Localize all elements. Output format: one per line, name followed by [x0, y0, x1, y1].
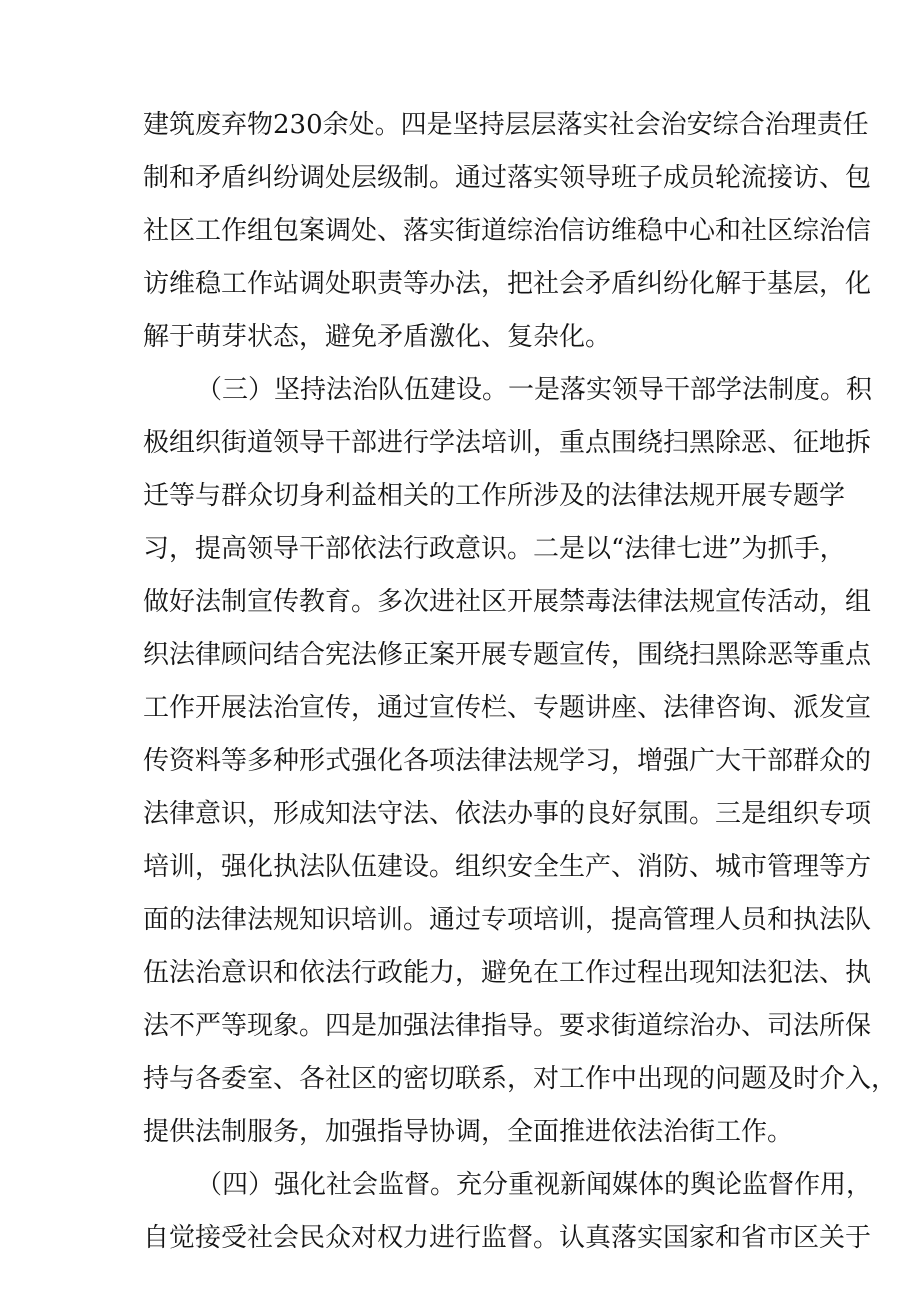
text-line: 极组织街道领导干部进行学法培训，重点围绕扫黑除恶、征地拆: [143, 428, 872, 458]
text-line: 织法律顾问结合宪法修正案开展专题宣传，围绕扫黑除恶等重点: [143, 640, 872, 670]
text-line: 自觉接受社会民众对权力进行监督。认真落实国家和省市区关于: [143, 1223, 872, 1253]
text-line: 面的法律法规知识培训。通过专项培训，提高管理人员和执法队: [143, 905, 872, 935]
text-line: 工作开展法治宣传，通过宣传栏、专题讲座、法律咨询、派发宣: [143, 693, 872, 723]
text-line: 建筑废弃物230余处。四是坚持层层落实社会治安综合治理责任: [143, 110, 869, 140]
text-line: 传资料等多种形式强化各项法律法规学习，增强广大干部群众的: [143, 746, 872, 776]
text-line: 解于萌芽状态，避免矛盾激化、复杂化。: [143, 322, 612, 352]
text-line: 法律意识，形成知法守法、依法办事的良好氛围。三是组织专项: [143, 799, 872, 829]
section-heading-line: （三）坚持法治队伍建设。一是落实领导干部学法制度。积: [196, 375, 873, 405]
text-line: 访维稳工作站调处职责等办法，把社会矛盾纠纷化解于基层，化: [143, 269, 872, 299]
text-line: 制和矛盾纠纷调处层级制。通过落实领导班子成员轮流接访、包: [143, 163, 872, 193]
text-line: 培训，强化执法队伍建设。组织安全生产、消防、城市管理等方: [143, 852, 872, 882]
text-line: 迁等与群众切身利益相关的工作所涉及的法律法规开展专题学: [143, 481, 846, 511]
text-line: 习，提高领导干部依法行政意识。二是以“法律七进”为抓手，: [143, 534, 846, 564]
text-line: 社区工作组包案调处、落实街道综治信访维稳中心和社区综治信: [143, 216, 872, 246]
text-line: 做好法制宣传教育。多次进社区开展禁毒法律法规宣传活动，组: [143, 587, 872, 617]
text-line: 伍法治意识和依法行政能力，避免在工作过程出现知法犯法、执: [143, 958, 872, 988]
text-line: 法不严等现象。四是加强法律指导。要求街道综治办、司法所保: [143, 1011, 872, 1041]
text-line: 提供法制服务，加强指导协调，全面推进依法治街工作。: [143, 1117, 794, 1147]
section-heading-line: （四）强化社会监督。充分重视新闻媒体的舆论监督作用，: [196, 1170, 873, 1200]
text-line: 持与各委室、各社区的密切联系，对工作中出现的问题及时介入，: [143, 1064, 898, 1094]
